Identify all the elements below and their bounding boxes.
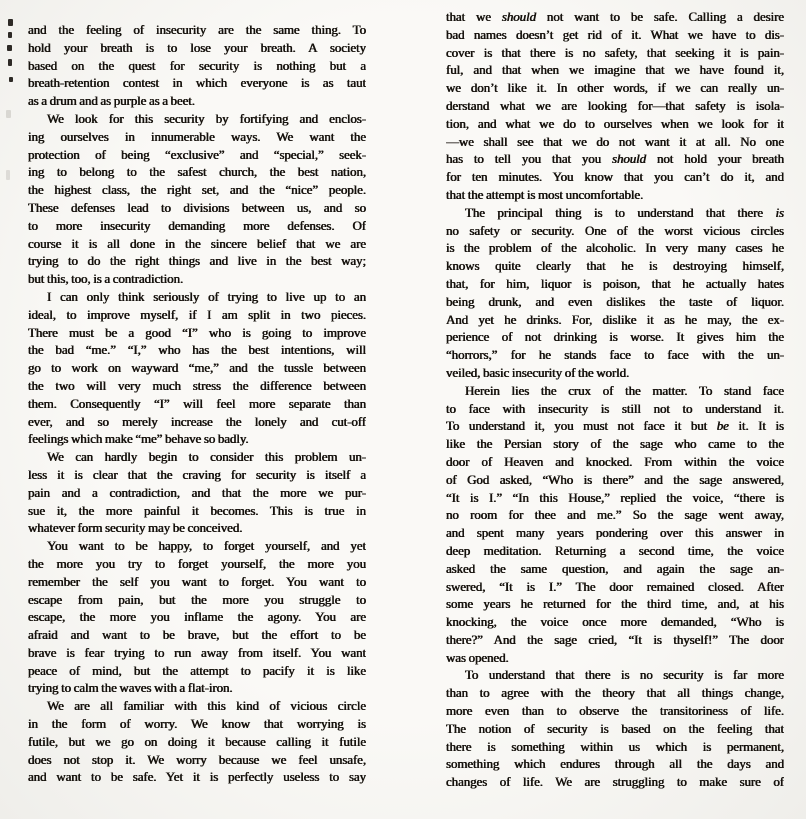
scan-artifact [9,77,13,82]
text-line: was opened. [446,649,509,665]
paragraph [446,666,784,791]
text-line: the two will very much stress the difference between [28,377,366,393]
text-line: and the feeling of insecurity are the same thing. To [28,22,366,37]
text-line: We can hardly begin to consider this problem un- [47,449,366,465]
text-line: There must be a good “I” who is going to improve [28,324,366,340]
text-line: escape, the more you inflame the agony. You are [28,609,366,625]
text-line: as a drum and as purple as a beet. [28,93,195,109]
text-line: We are all familiar with this kind of vicious circle [47,698,366,714]
text-line: there is something within us which is permanent, [446,738,784,754]
text-line: deep meditation. Returning a second time, the voice [446,542,784,558]
text-line: perience of not drinking is worse. It gives him the [446,329,784,345]
scan-artifact [8,32,12,38]
text-line: like the Persian story of the sage who came to the [446,436,784,452]
text-line: the more you try to forget yourself, the more you [28,555,366,571]
paragraph [28,697,366,786]
text-line: than to agree with the theory that all things change, [446,685,784,701]
text-line: tion, and what we do to ourselves when we look for it [446,115,784,131]
text-line: them. Consequently “I” will feel more separate than [28,395,366,411]
text-line: no safety or security. One of the worst vicious circles [446,222,784,238]
text-line: feelings which make “me” behave so badly. [28,431,249,447]
text-line: asked the same question, and again the sage an- [446,560,784,576]
text-line: derstand what we are looking for—that safety is isola- [446,97,784,113]
scan-artifact [6,170,10,180]
text-line: afraid and want to be brave, but the effort to be [28,627,366,643]
text-line: Herein lies the crux of the matter. To stand face [465,382,784,398]
paragraph [446,8,784,204]
text-line: ever, and so merely increase the lonely and cut-off [28,413,366,429]
text-line: something which endures through all the days and [446,756,784,772]
text-line: “It is I.” “In this House,” replied the voice, “there is [446,489,784,505]
paragraph [28,448,366,537]
text-line: to more insecurity demanding more defenses. Of [28,217,366,233]
text-line: hold your breath is to lose your breath. A society [28,39,366,55]
text-line: in the form of worry. We know that worrying is [28,716,366,732]
text-line: The notion of security is based on the feeling that [446,720,784,736]
text-line: and want to be safe. Yet it is perfectly useless to say [28,769,366,785]
paragraph [28,288,366,448]
text-line: pain and a contradiction, and that the more we pur- [28,484,366,500]
text-line: go to work on wayward “me,” and the tussle between [28,360,366,376]
scan-artifact [8,19,13,26]
paragraph [28,21,366,110]
text-line: sue it, the more painful it becomes. This is true in [28,502,366,518]
text-line: breath-retention contest in which everyone is as taut [28,75,366,91]
text-line: of God asked, “Who is there” and the sage answered, [446,471,784,487]
text-line: We look for this security by fortifying and enclos- [47,110,366,126]
text-line: The principal thing is to understand that there is [465,204,784,220]
text-column-right [446,8,784,791]
scan-artifact [7,45,12,51]
text-line: some years he returned for the third time, and, at his [446,596,784,612]
text-line: You want to be happy, to forget yourself, and yet [47,538,366,554]
paragraph [446,204,784,382]
text-line: remember the self you want to forget. You want to [28,573,366,589]
text-line: the bad “me.” “I,” who has the best intentions, will [28,342,366,358]
text-line: more even than to observe the transitoriness of life. [446,703,784,719]
scan-artifact [6,110,11,118]
text-line: being drunk, and even dislikes the taste of liquor. [446,293,784,309]
text-line: and spent many years pondering over this answer in [446,525,784,541]
text-line: knows quite clearly that he is destroying himself, [446,258,784,274]
text-line: to face with insecurity is still not to understand it. [446,400,784,416]
text-column-left [28,21,366,786]
text-line: whatever form security may be conceived. [28,520,243,536]
text-line: we don’t like it. In other words, if we can really un- [446,80,784,96]
text-line: cover is that there is no safety, that seeking it is pain- [446,44,784,60]
text-line: changes of life. We are struggling to make sure of [446,774,784,790]
text-line: I can only think seriously of trying to live up to an [47,288,366,304]
text-line: there?” And the sage cried, “It is thyself!” The door [446,631,784,647]
text-line: but this, too, is a contradiction. [28,271,184,287]
scan-artifact [8,59,12,66]
text-line: no room for thee and me.” So the sage went away, [446,507,784,523]
text-line: escape from pain, but the more you struggle to [28,591,366,607]
text-line: protection of being “exclusive” and “special,” seek- [28,146,366,162]
text-line: peace of mind, but the attempt to pacify it is like [28,662,366,678]
text-line: ing ourselves in innumerable ways. We want the [28,128,366,144]
text-line: trying to do the right things and live in the best way; [28,253,366,269]
text-line: futile, but we go on doing it because calling it futile [28,733,366,749]
paragraph [28,537,366,697]
text-line: course it is all done in the sincere belief that we are [28,235,366,251]
text-line: ing to belong to the safest church, the best nation, [28,164,366,180]
text-line: To understand that there is no security is far more [465,667,784,683]
text-line: has to tell you that you should not hold your breath [446,151,784,167]
text-line: that, for him, liquor is poison, that he actually hates [446,275,784,291]
text-line: that we should not want to be safe. Calling a desire [446,9,784,24]
text-line: veiled, basic insecurity of the world. [446,364,630,380]
text-line: ful, and that when we imagine that we have found it, [446,62,784,78]
paragraph [28,110,366,288]
text-line: less it is clear that the craving for security is itself a [28,466,366,482]
text-line: trying to calm the waves with a flat-iron. [28,680,233,696]
paragraph [446,382,784,667]
text-line: ideal, to improve myself, if I am split in two pieces. [28,306,366,322]
text-line: that the attempt is most uncomfortable. [446,186,644,202]
text-line: swered, “It is I.” The door remained closed. After [446,578,784,594]
text-line: And yet he drinks. For, dislike it as he may, the ex- [446,311,784,327]
text-line: based on the quest for security is nothing but a [28,57,366,73]
text-line: door of Heaven and knocked. From within the voice [446,453,784,469]
text-line: for ten minutes. You know that you can’t do it, and [446,169,784,185]
text-line: knocking, the voice once more demanded, “Who is [446,614,784,630]
text-line: the highest class, the right set, and the “nice” people. [28,182,366,198]
text-line: These defenses lead to divisions between us, and so [28,199,366,215]
text-line: To understand it, you must not face it but be it. It is [446,418,784,434]
text-line: does not stop it. We worry because we feel unsafe, [28,751,366,767]
text-line: bad names doesn’t get rid of it. What we have to dis- [446,26,784,42]
text-line: —we shall see that we do not want it at all. No one [446,133,784,149]
text-line: is the problem of the alcoholic. In very many cases he [446,240,784,256]
text-line: “horrors,” for he stands face to face with the un- [446,347,784,363]
text-line: brave is fear trying to run away from itself. You want [28,644,366,660]
